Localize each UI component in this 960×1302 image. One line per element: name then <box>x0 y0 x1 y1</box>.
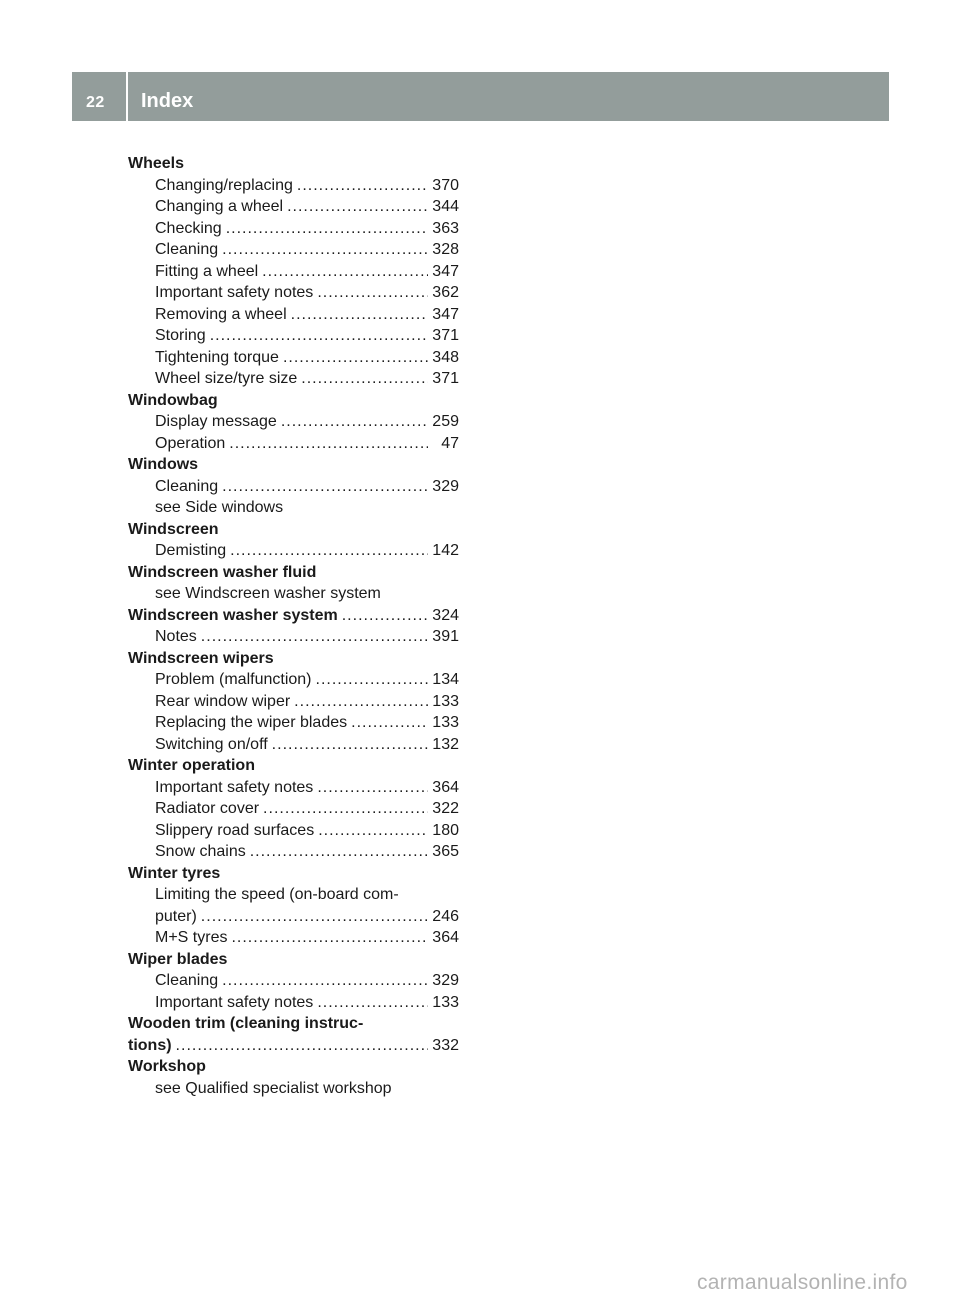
leader-dots <box>351 712 428 734</box>
index-subentry[interactable] <box>128 669 459 691</box>
index-subentry[interactable] <box>128 239 459 261</box>
index-subentry[interactable] <box>128 626 459 648</box>
page-ref[interactable]: 180 <box>432 821 459 839</box>
page-ref[interactable]: 132 <box>432 735 459 753</box>
index-subentry[interactable] <box>128 196 459 218</box>
index-subentry-label: puter) <box>155 907 197 925</box>
index-subentry-label: Important safety notes <box>155 993 314 1011</box>
index-subentry[interactable] <box>128 691 459 713</box>
leader-dots <box>281 411 428 433</box>
index-subentry[interactable] <box>128 712 459 734</box>
index-term-row[interactable] <box>128 605 459 627</box>
index-subentry-label: Removing a wheel <box>155 305 287 323</box>
leader-dots <box>231 927 428 949</box>
index-subentry[interactable] <box>128 906 459 928</box>
page-ref[interactable]: 363 <box>432 219 459 237</box>
page-ref[interactable]: 347 <box>432 262 459 280</box>
index-subentry[interactable] <box>128 175 459 197</box>
leader-dots <box>301 368 428 390</box>
leader-dots <box>291 304 428 326</box>
index-subentry[interactable] <box>128 734 459 756</box>
index-subentry-label: Changing/replacing <box>155 176 293 194</box>
index-term: Windows <box>128 456 199 473</box>
leader-dots <box>272 734 428 756</box>
index-subentry-label: Wheel size/tyre size <box>155 370 298 387</box>
page-ref[interactable]: 329 <box>432 477 459 495</box>
leader-dots <box>294 691 428 713</box>
page-ref[interactable]: 246 <box>432 907 459 925</box>
index-subentry[interactable] <box>128 540 459 562</box>
leader-dots <box>287 196 428 218</box>
index-subentry[interactable] <box>128 347 459 369</box>
index-subentry[interactable] <box>128 777 459 799</box>
index-subentry-label: Storing <box>155 327 206 344</box>
index-term: Wooden trim (cleaning instruc- <box>128 1015 364 1032</box>
index-subentry[interactable] <box>128 325 459 347</box>
index-subentry-label: Problem (malfunction) <box>155 671 312 688</box>
page-number: 22 <box>86 94 105 111</box>
page-ref[interactable]: 391 <box>432 628 459 645</box>
index-subentry-label: Slippery road surfaces <box>155 821 315 839</box>
page-ref[interactable]: 371 <box>432 370 459 387</box>
index-subentry-label: Cleaning <box>155 477 219 495</box>
page-ref[interactable]: 347 <box>432 305 459 323</box>
index-term: Workshop <box>128 1058 206 1075</box>
index-subentry-label: Operation <box>155 434 226 452</box>
leader-dots <box>176 1035 428 1057</box>
index-subentry-label: Cleaning <box>155 241 219 258</box>
header-bar <box>72 72 889 121</box>
index-list <box>128 153 459 1099</box>
index-subentry-label: Changing a wheel <box>155 198 284 215</box>
leader-dots <box>222 476 428 498</box>
page-ref[interactable]: 364 <box>432 929 459 946</box>
leader-dots <box>316 669 429 691</box>
page-ref[interactable]: 134 <box>432 671 459 688</box>
page-ref[interactable]: 362 <box>432 284 459 301</box>
index-subentry[interactable] <box>128 218 459 240</box>
page-ref[interactable]: 348 <box>432 348 459 366</box>
index-subentry-label: Cleaning <box>155 972 219 989</box>
page-ref[interactable]: 344 <box>432 198 459 215</box>
page-ref[interactable]: 142 <box>432 542 459 559</box>
leader-dots <box>283 347 428 369</box>
leader-dots <box>297 175 428 197</box>
leader-dots <box>226 218 428 240</box>
see-also-ref[interactable]: see Qualified specialist workshop <box>155 1079 392 1097</box>
index-subentry-label: Replacing the wiper blades <box>155 714 348 731</box>
index-term: Winter tyres <box>128 864 221 882</box>
index-term: Windowbag <box>128 391 218 409</box>
page-ref[interactable]: 365 <box>432 843 459 860</box>
index-subentry-label: Fitting a wheel <box>155 262 259 280</box>
index-term: Winter operation <box>128 757 255 774</box>
leader-dots <box>317 777 428 799</box>
index-subentry[interactable] <box>128 368 459 390</box>
page-ref[interactable]: 328 <box>432 241 459 258</box>
page-ref[interactable]: 332 <box>432 1036 459 1054</box>
leader-dots <box>210 325 428 347</box>
index-term-row[interactable] <box>128 1035 459 1057</box>
leader-dots <box>317 282 428 304</box>
index-subentry[interactable] <box>128 992 459 1014</box>
page-ref[interactable]: 133 <box>432 714 459 731</box>
header-divider <box>126 72 128 121</box>
section-title: Index <box>141 90 194 112</box>
index-subentry-label: Checking <box>155 219 222 237</box>
index-subentry-label: Snow chains <box>155 843 246 860</box>
page-ref[interactable]: 133 <box>432 993 459 1011</box>
index-subentry-label: Notes <box>155 628 197 645</box>
index-subentry[interactable] <box>128 927 459 949</box>
index-term: Windscreen wipers <box>128 649 274 667</box>
index-subentry-label: M+S tyres <box>155 929 228 946</box>
page-ref[interactable]: 364 <box>432 778 459 796</box>
index-subentry-text: Limiting the speed (on-board com- <box>155 886 399 903</box>
index-subentry-label: Important safety notes <box>155 778 314 796</box>
page-ref[interactable]: 322 <box>432 800 459 817</box>
index-subentry-label: Switching on/off <box>155 735 268 753</box>
leader-dots <box>262 261 428 283</box>
index-subentry[interactable] <box>128 970 459 992</box>
index-subentry-label: Important safety notes <box>155 284 314 301</box>
index-term: Windscreen <box>128 520 219 538</box>
index-term: Windscreen washer fluid <box>128 563 317 581</box>
leader-dots <box>201 906 428 928</box>
page-ref[interactable]: 329 <box>432 972 459 989</box>
index-subentry[interactable] <box>128 261 459 283</box>
index-subentry-label: Display message <box>155 413 277 430</box>
leader-dots <box>318 820 428 842</box>
index-subentry-label: Tightening torque <box>155 348 279 366</box>
index-term-row-label: Windscreen washer system <box>128 606 338 624</box>
leader-dots <box>229 433 428 455</box>
index-subentry[interactable] <box>128 820 459 842</box>
index-subentry[interactable] <box>128 411 459 433</box>
see-also-ref[interactable]: see Side windows <box>155 499 284 516</box>
index-term-row-label: tions) <box>128 1036 172 1054</box>
page-ref[interactable]: 133 <box>432 692 459 710</box>
page-ref[interactable]: 371 <box>432 327 459 344</box>
leader-dots <box>317 992 428 1014</box>
see-also-ref[interactable]: see Windscreen washer system <box>155 585 381 602</box>
leader-dots <box>263 798 428 820</box>
leader-dots <box>342 605 428 627</box>
index-subentry[interactable] <box>128 476 459 498</box>
index-term: Wiper blades <box>128 950 228 968</box>
leader-dots <box>201 626 428 648</box>
index-subentry[interactable] <box>128 433 459 455</box>
index-term: Wheels <box>128 155 185 172</box>
page-ref[interactable]: 47 <box>441 434 459 452</box>
leader-dots <box>250 841 428 863</box>
watermark: carmanualsonline.info <box>697 1271 908 1294</box>
index-subentry-label: Rear window wiper <box>155 692 291 710</box>
index-subentry-label: Radiator cover <box>155 800 260 817</box>
leader-dots <box>222 239 428 261</box>
index-subentry-label: Demisting <box>155 542 227 559</box>
page-ref[interactable]: 370 <box>432 176 459 194</box>
page-ref[interactable]: 324 <box>432 606 459 624</box>
index-subentry[interactable] <box>128 282 459 304</box>
index-subentry[interactable] <box>128 304 459 326</box>
leader-dots <box>222 970 428 992</box>
leader-dots <box>230 540 428 562</box>
page-ref[interactable]: 259 <box>432 413 459 430</box>
index-subentry[interactable] <box>128 841 459 863</box>
index-subentry[interactable] <box>128 798 459 820</box>
